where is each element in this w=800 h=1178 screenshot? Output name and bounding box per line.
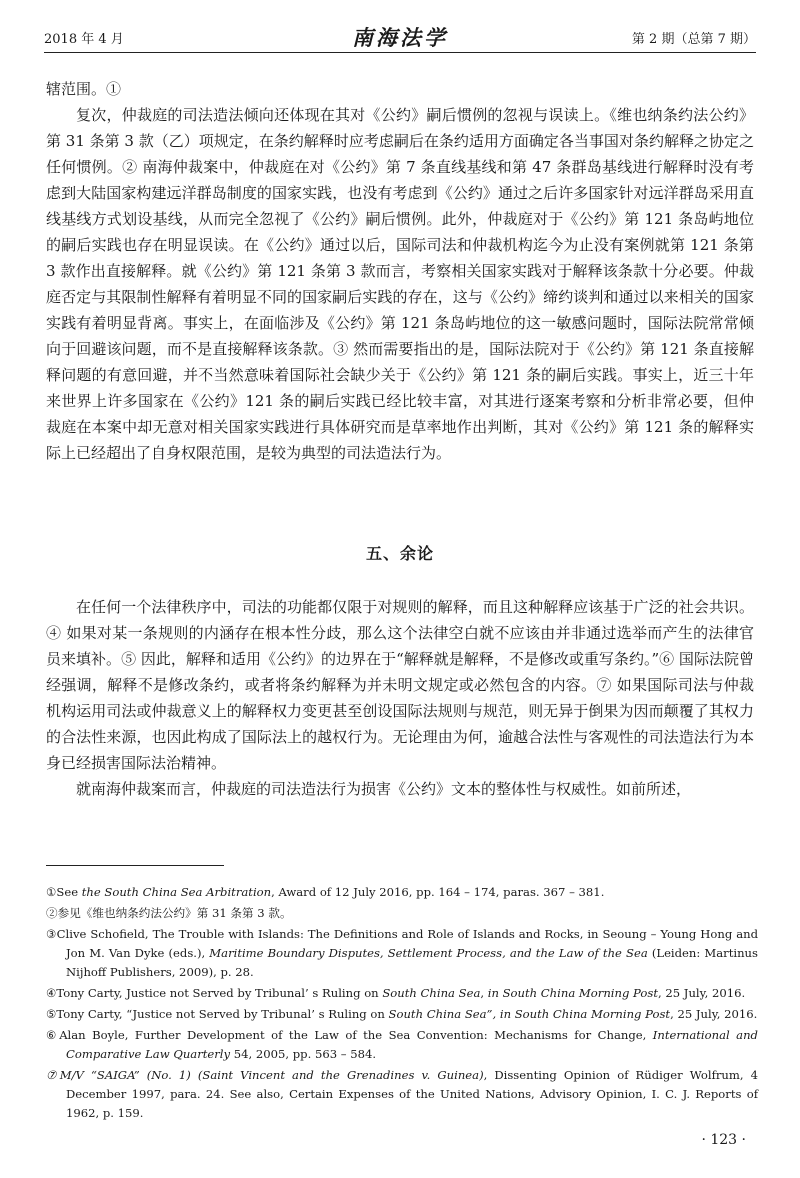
- footnote-4: ④Tony Carty, Justice not Served by Tribunal’ s Ruling on South China Sea, in South China Morning Post, 25 July, 2016.: [46, 986, 746, 1000]
- main-text-conclusion: [46, 594, 754, 802]
- paragraph-south-china-sea: 就南海仲裁案而言，仲裁庭的司法造法行为损害《公约》文本的整体性与权威性。如前所述，: [76, 780, 692, 798]
- footnote-3: ③Clive Schofield, The Trouble with Islands: The Definitions and Role of Islands and Rocks, in Seoung – Young Hong and Jon M. Van Dyke (eds.), Maritime Boundary Disputes, Settlement Process, and the Law of the Sea (Leiden: Martinus Nijhoff Publishers, 2009), p. 28.: [46, 927, 758, 979]
- running-header: [44, 22, 756, 50]
- header-rule: [44, 52, 756, 53]
- footnote-7: ⑦M/V “SAIGA” (No. 1) (Saint Vincent and the Grenadines v. Guinea), Dissenting Opinion of Rüdiger Wolfrum, 4 December 1997, para. 24. See also, Certain Expenses of the United Nations, Advisory Opinion, I. C. J. Reports of 1962, p. 159.: [46, 1068, 758, 1120]
- footnote-1: ①See the South China Sea Arbitration, Award of 12 July 2016, pp. 164 – 174, paras. 367 – 381.: [46, 885, 605, 899]
- footnotes: [46, 883, 758, 1125]
- paragraph-continued: 辖范围。①: [46, 80, 122, 98]
- footnote-2: ②参见《维也纳条约法公约》第 31 条第 3 款。: [46, 906, 292, 920]
- footnote-6: ⑥Alan Boyle, Further Development of the Law of the Sea Convention: Mechanisms for Change, International and Comparative Law Quarterly 54, 2005, pp. 563 – 584.: [46, 1028, 758, 1061]
- paragraph-subsequent-practice: 复次，仲裁庭的司法造法倾向还体现在其对《公约》嗣后惯例的忽视与误读上。《维也纳条约法公约》第 31 条第 3 款（乙）项规定，在条约解释时应考虑嗣后在条约适用方面确定各当事国对条约解释之协定之任何惯例。② 南海仲裁案中，仲裁庭在对《公约》第 7 条直线基线和第 47 条群岛基线进行解释时没有考虑到大陆国家构建远洋群岛制度的国家实践，也没有考虑到《公约》通过之后许多国家针对远洋群岛采用直线基线方式划设基线，从而完全忽视了《公约》嗣后惯例。此外，仲裁庭对于《公约》第 121 条岛屿地位的嗣后实践也存在明显误读。在《公约》通过以后，国际司法和仲裁机构迄今为止没有案例就第 121 条第 3 款作出直接解释。就《公约》第 121 条第 3 款而言，考察相关国家实践对于解释该条款十分必要。仲裁庭否定与其限制性解释有着明显不同的国家嗣后实践的存在，这与《公约》缔约谈判和通过以来相关的国家实践有着明显背离。事实上，在面临涉及《公约》第 121 条岛屿地位的这一敏感问题时，国际法院常常倾向于回避该问题，而不是直接解释该条款。③ 然而需要指出的是，国际法院对于《公约》第 121 条直接解释问题的有意回避，并不当然意味着国际社会缺少关于《公约》第 121 条的嗣后实践。事实上，近三十年来世界上许多国家在《公约》121 条的嗣后实践已经比较丰富，对其进行逐案考察和分析非常必要，但仲裁庭在本案中却无意对相关国家实践进行具体研究而是草率地作出判断，其对《公约》第 121 条的解释实际上已经超出了自身权限范围，是较为典型的司法造法行为。: [46, 106, 754, 462]
- footnote-rule: [46, 865, 224, 866]
- issue-date: 2018 年 4 月: [44, 32, 124, 47]
- section-heading: 五、余论: [365, 544, 434, 563]
- main-text: [46, 76, 754, 466]
- issue-number: 第 2 期（总第 7 期）: [631, 32, 756, 47]
- journal-title: 南海法学: [352, 25, 448, 50]
- footnote-5: ⑤Tony Carty, “Justice not Served by Tribunal’ s Ruling on South China Sea”, in South China Morning Post, 25 July, 2016.: [46, 1007, 758, 1021]
- page-number: · 123 ·: [701, 1132, 746, 1148]
- paragraph-judicial-function: 在任何一个法律秩序中，司法的功能都仅限于对规则的解释，而且这种解释应该基于广泛的社会共识。④ 如果对某一条规则的内涵存在根本性分歧，那么这个法律空白就不应该由并非通过选举而产生的法律官员来填补。⑤ 因此，解释和适用《公约》的边界在于“解释就是解释，不是修改或重写条约。”⑥ 国际法院曾经强调，解释不是修改条约，或者将条约解释为并未明文规定或必然包含的内容。⑦ 如果国际司法与仲裁机构运用司法或仲裁意义上的解释权力变更甚至创设国际法规则与规范，则无异于倒果为因而颠覆了其权力的合法性来源，也因此构成了国际法上的越权行为。无论理由为何，逾越合法性与客观性的司法造法行为本身已经损害国际法治精神。: [46, 598, 754, 772]
